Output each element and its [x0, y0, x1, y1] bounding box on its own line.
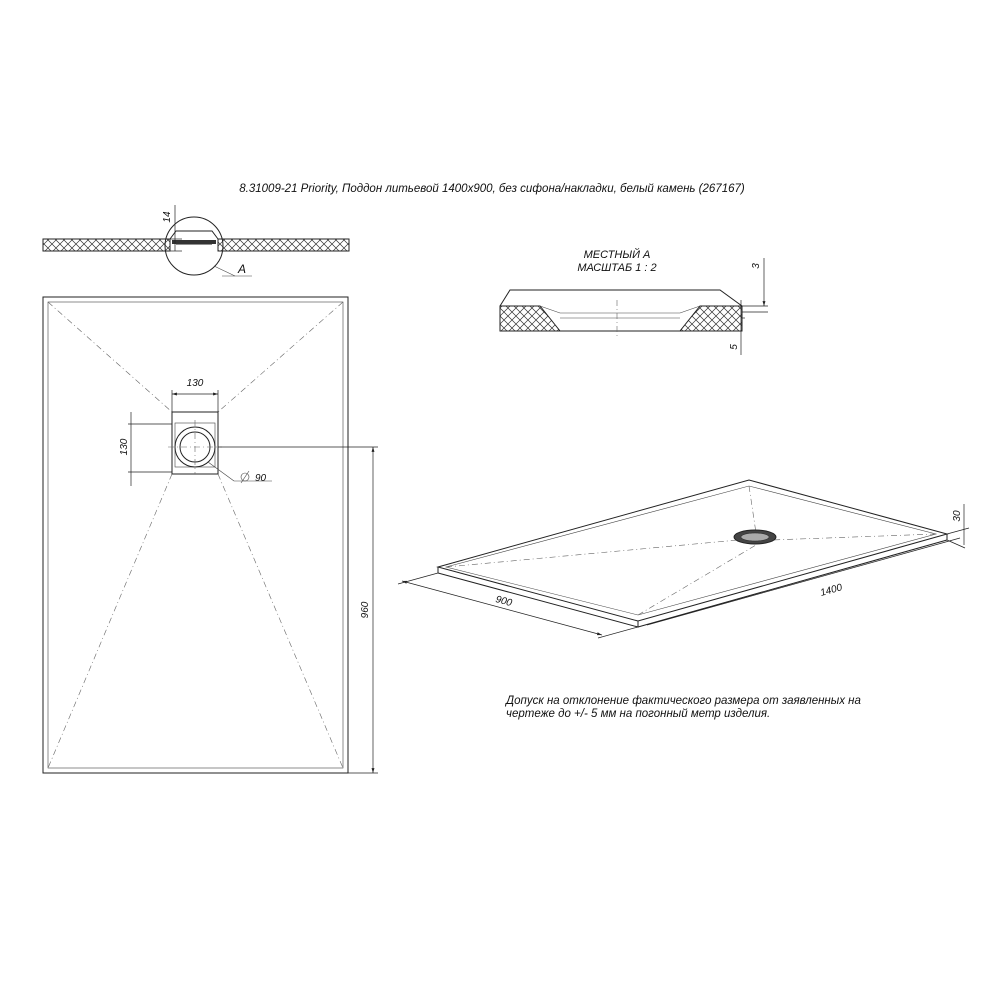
- tray-inner-rim: [48, 302, 343, 768]
- tray-outline: [43, 297, 348, 773]
- note-line-1: Допуск на отклонение фактического размера от заявленных на: [506, 695, 861, 707]
- detail-dim-bottom-label: 5: [729, 344, 740, 350]
- isometric-view: [398, 480, 969, 638]
- iso-width-label: 900: [494, 594, 514, 610]
- slope-lines: [48, 302, 343, 768]
- iso-slope-lines: [446, 486, 936, 615]
- drain-diameter-label: 90: [255, 473, 267, 484]
- tolerance-note: [504, 695, 861, 720]
- iso-inner-rim: [446, 486, 936, 615]
- iso-side-edge: [638, 534, 947, 627]
- detail-dim-top-label: 3: [751, 263, 762, 269]
- section-slab-right: [218, 239, 349, 251]
- iso-width-dim-line: [402, 581, 602, 635]
- iso-height-label: 30: [952, 510, 963, 522]
- plan-view: [43, 297, 378, 773]
- drawing-title: 8.31009-21 Priority, Поддон литьевой 1400x900, без сифона/накладки, белый камень (267167): [239, 183, 745, 195]
- detail-scale: МАСШТАБ 1 : 2: [577, 262, 657, 274]
- iso-width-ext-right: [598, 627, 638, 638]
- callout-letter: A: [238, 262, 247, 276]
- note-line-2: чертеже до +/- 5 мм на погонный метр изделия.: [506, 708, 771, 720]
- section-drain-grate: [172, 240, 216, 244]
- detail-title: МЕСТНЫЙ А: [583, 249, 651, 261]
- drain-width-label: 130: [186, 378, 204, 389]
- thickness-dim-label: 14: [162, 211, 173, 223]
- iso-length-label: 1400: [819, 582, 844, 599]
- section-view: [43, 205, 349, 276]
- iso-drain-grate: [741, 533, 769, 541]
- iso-length-ext: [947, 540, 965, 548]
- section-slab-left: [43, 239, 170, 251]
- iso-width-ext-left: [398, 573, 438, 584]
- iso-height-ext: [947, 528, 969, 534]
- detail-recess: [540, 306, 700, 318]
- diameter-leader: [208, 462, 234, 481]
- drain-height-label: 130: [119, 438, 130, 456]
- length-dim-label: 960: [360, 601, 371, 619]
- detail-view: [500, 248, 768, 355]
- callout-leader: [214, 266, 235, 276]
